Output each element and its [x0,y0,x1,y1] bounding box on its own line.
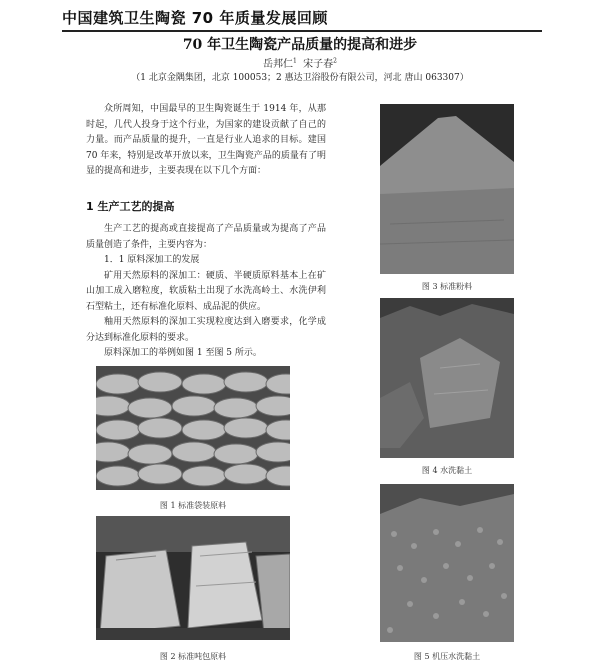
figure-1-caption: 图 1 标准袋装原料 [159,501,227,510]
intro-paragraph [86,102,326,180]
journal-header [62,6,542,32]
article-authors [0,55,600,70]
author-affiliations: （1 北京金隅集团，北京 100053；2 惠达卫浴股份有限公司，河北 唐山 063307） [131,73,469,83]
figure-1-photo [96,366,290,490]
figure-3-caption: 图 3 标准粉料 [421,282,473,291]
para-glaze-materials: 釉用天然原料的深加工实现粒度达到入磨要求，化学成分达到标准化原料的要求。 [86,317,326,343]
section-1-body [86,222,326,362]
figure-4-photo [380,298,514,458]
section-1-paragraph: 生产工艺的提高或直接提高了产品质量或为提高了产品质量创造了条件，主要内容为： [86,224,326,250]
journal-header-title: 中国建筑卫生陶瓷 70 年质量发展回顾 [62,9,328,27]
figure-4-caption: 图 4 水洗黏土 [421,466,473,475]
para-mining-materials: 矿用天然原料的深加工：硬质、半硬质原料基本上在矿山加工成入磨粒度，软质粘土出现了水洗高岭土、水洗伊利石型粘土，还有标准化原料、成品泥的供应。 [86,270,326,312]
figure-5-photo [380,484,514,642]
author-2: 宋子春 [303,59,334,70]
section-1-heading: 1 生产工艺的提高 [86,200,175,213]
figure-2-photo [96,516,290,640]
header-rule [62,30,542,32]
author-2-affil-mark: 2 [333,57,337,65]
author-1: 岳邦仁 [262,59,293,70]
article-title: 70 年卫生陶瓷产品质量的提高和进步 [182,37,418,53]
figure-5-caption: 图 5 机压水洗黏土 [413,652,481,661]
subsection-1-1-heading: 1．1 原料深加工的发展 [104,255,200,265]
figure-3-photo [380,104,514,274]
para-figure-reference: 原料深加工的举例如图 1 至图 5 所示。 [104,348,262,358]
author-1-affil-mark: 1 [292,57,297,65]
figure-2-caption: 图 2 标准吨包原料 [159,652,227,661]
intro-text: 众所周知，中国最早的卫生陶瓷诞生于 1914 年，从那时起，几代人投身于这个行业，为国家的建设贡献了自己的力量。而产品质量的提升，一直是行业人追求的目标。建国 70 年来，特别是改革开放以来，卫生陶瓷产品的质量有了明显的提高和进步，主要表现在以下几个方面： [86,104,326,176]
